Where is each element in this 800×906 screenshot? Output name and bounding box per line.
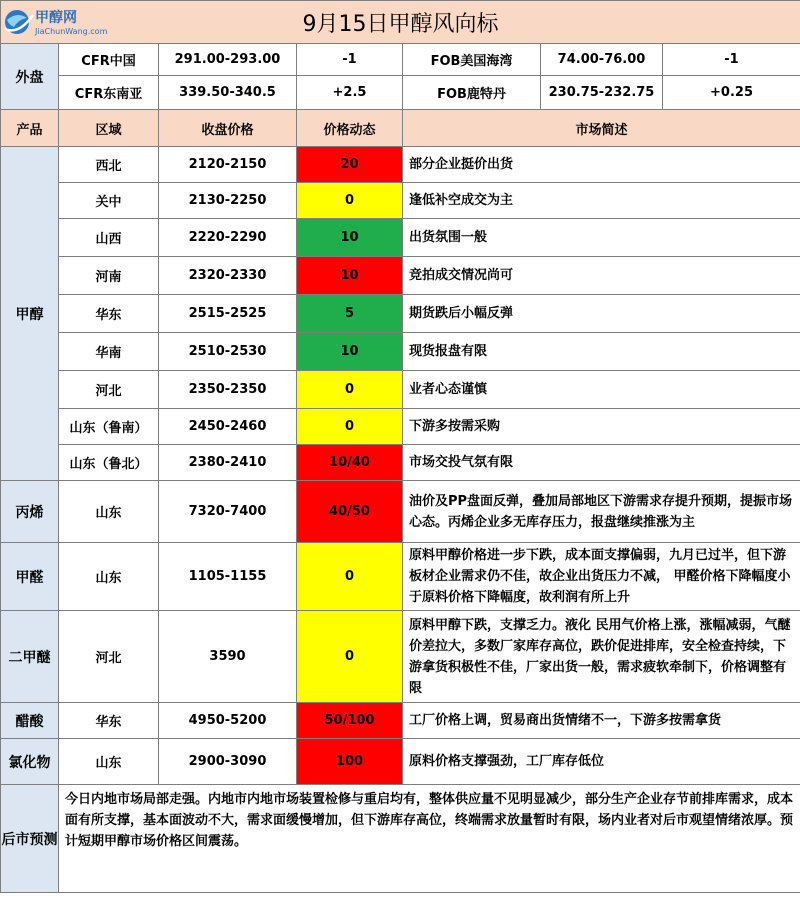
change-cell: 0 <box>297 371 403 409</box>
desc-cell: 油价及PP盘面反弹，叠加局部地区下游需求存提升预期，提振市场心态。丙烯企业多无库存压力，报盘继续推涨为主 <box>403 481 800 543</box>
region-cell: 山东（鲁北） <box>59 445 159 481</box>
title-row <box>1 1 800 44</box>
desc-cell: 工厂价格上调，贸易商出货情绪不一，下游多按需拿货 <box>403 703 800 739</box>
price-cell: 2380-2410 <box>159 445 297 481</box>
table-row <box>1 739 800 785</box>
desc-cell: 出货氛围一般 <box>403 219 800 257</box>
price-cell: 2220-2290 <box>159 219 297 257</box>
change-cell: 5 <box>297 295 403 333</box>
product-cell: 甲醇 <box>1 147 59 481</box>
header-change: 价格动态 <box>297 110 403 147</box>
outer-label: 外盘 <box>1 44 59 110</box>
change-cell: 10 <box>297 333 403 371</box>
product-cell: 醋酸 <box>1 703 59 739</box>
desc-cell: 原料价格支撑强劲，工厂库存低位 <box>403 739 800 785</box>
desc-cell: 逢低补空成交为主 <box>403 183 800 219</box>
desc-cell: 竞拍成交情况尚可 <box>403 257 800 295</box>
table-row <box>1 219 800 257</box>
price-cell: 2120-2150 <box>159 147 297 183</box>
region-cell: 山东 <box>59 739 159 785</box>
desc-cell: 期货跌后小幅反弹 <box>403 295 800 333</box>
page-title: 9月15日甲醇风向标 <box>1 1 800 44</box>
table-row <box>1 481 800 543</box>
outer-change: -1 <box>297 44 403 76</box>
change-cell: 10 <box>297 219 403 257</box>
change-cell: 0 <box>297 183 403 219</box>
desc-cell: 原料甲醇价格进一步下跌，成本面支撑偏弱，九月已过半，但下游板材企业需求仍不佳，故企业出货压力不减， 甲醛价格下降幅度小于原料价格下降幅度，故利润有所上升 <box>403 543 800 611</box>
table-row <box>1 147 800 183</box>
logo-cn: 甲醇网 <box>35 10 77 26</box>
price-cell: 2350-2350 <box>159 371 297 409</box>
change-cell: 50/100 <box>297 703 403 739</box>
region-cell: 华东 <box>59 295 159 333</box>
outer-name: FOB鹿特丹 <box>403 76 541 110</box>
outer-price: 74.00-76.00 <box>541 44 663 76</box>
region-cell: 华南 <box>59 333 159 371</box>
product-cell: 二甲醚 <box>1 611 59 703</box>
product-cell: 丙烯 <box>1 481 59 543</box>
outer-price: 291.00-293.00 <box>159 44 297 76</box>
price-cell: 1105-1155 <box>159 543 297 611</box>
outer-change: +2.5 <box>297 76 403 110</box>
region-cell: 山东（鲁南） <box>59 409 159 445</box>
change-cell: 40/50 <box>297 481 403 543</box>
price-cell: 2515-2525 <box>159 295 297 333</box>
table-row <box>1 543 800 611</box>
outer-row-2 <box>1 76 800 110</box>
change-cell: 0 <box>297 409 403 445</box>
header-row <box>1 110 800 147</box>
table-row <box>1 445 800 481</box>
price-cell: 4950-5200 <box>159 703 297 739</box>
table-row <box>1 611 800 703</box>
forecast-text: 今日内地市场局部走强。内地市内地市场装置检修与重启均有，整体供应量不见明显减少，部分生产企业存节前排库需求，成本面有所支撑，基本面波动不大，需求面缓慢增加，但下游库存高位，终端需求放量暂时有限，场内业者对后市观望情绪浓厚。预计短期甲醇市场价格区间震荡。 <box>59 785 800 893</box>
change-cell: 10/40 <box>297 445 403 481</box>
header-desc: 市场简述 <box>403 110 800 147</box>
forecast-label: 后市预测 <box>1 785 59 893</box>
outer-price: 339.50-340.5 <box>159 76 297 110</box>
table-row <box>1 333 800 371</box>
price-cell: 2510-2530 <box>159 333 297 371</box>
price-cell: 3590 <box>159 611 297 703</box>
region-cell: 山东 <box>59 543 159 611</box>
change-cell: 100 <box>297 739 403 785</box>
change-cell: 10 <box>297 257 403 295</box>
outer-row-1 <box>1 44 800 76</box>
table-row <box>1 703 800 739</box>
desc-cell: 市场交投气氛有限 <box>403 445 800 481</box>
product-cell: 氯化物 <box>1 739 59 785</box>
table-row <box>1 409 800 445</box>
table-row <box>1 371 800 409</box>
outer-change: +0.25 <box>663 76 800 110</box>
price-cell: 2450-2460 <box>159 409 297 445</box>
jiachunwang-logo <box>3 5 115 39</box>
region-cell: 河北 <box>59 371 159 409</box>
table-row <box>1 257 800 295</box>
price-cell: 2900-3090 <box>159 739 297 785</box>
outer-price: 230.75-232.75 <box>541 76 663 110</box>
outer-change: -1 <box>663 44 800 76</box>
product-cell: 甲醛 <box>1 543 59 611</box>
desc-cell: 现货报盘有限 <box>403 333 800 371</box>
header-region: 区域 <box>59 110 159 147</box>
table-row <box>1 295 800 333</box>
change-cell: 0 <box>297 611 403 703</box>
logo-en: JiaChunWang.com <box>35 27 108 36</box>
region-cell: 河南 <box>59 257 159 295</box>
header-product: 产品 <box>1 110 59 147</box>
desc-cell: 原料甲醇下跌，支撑乏力。液化 民用气价格上涨，涨幅减弱，气醚价差拉大，多数厂家库存高位，跌价促进排库，安全检查持续，下游拿货积极性不佳，厂家出货一般，需求疲软牵制下，价格调整有限 <box>403 611 800 703</box>
change-cell: 0 <box>297 543 403 611</box>
price-cell: 2130-2250 <box>159 183 297 219</box>
change-cell: 20 <box>297 147 403 183</box>
desc-cell: 业者心态谨慎 <box>403 371 800 409</box>
desc-cell: 下游多按需采购 <box>403 409 800 445</box>
globe-icon <box>5 10 33 34</box>
region-cell: 华东 <box>59 703 159 739</box>
table-row <box>1 183 800 219</box>
outer-name: FOB美国海湾 <box>403 44 541 76</box>
region-cell: 山东 <box>59 481 159 543</box>
outer-name: CFR东南亚 <box>59 76 159 110</box>
price-cell: 2320-2330 <box>159 257 297 295</box>
header-price: 收盘价格 <box>159 110 297 147</box>
region-cell: 河北 <box>59 611 159 703</box>
desc-cell: 部分企业挺价出货 <box>403 147 800 183</box>
region-cell: 山西 <box>59 219 159 257</box>
region-cell: 西北 <box>59 147 159 183</box>
region-cell: 关中 <box>59 183 159 219</box>
price-cell: 7320-7400 <box>159 481 297 543</box>
outer-name: CFR中国 <box>59 44 159 76</box>
forecast-row <box>1 785 800 893</box>
